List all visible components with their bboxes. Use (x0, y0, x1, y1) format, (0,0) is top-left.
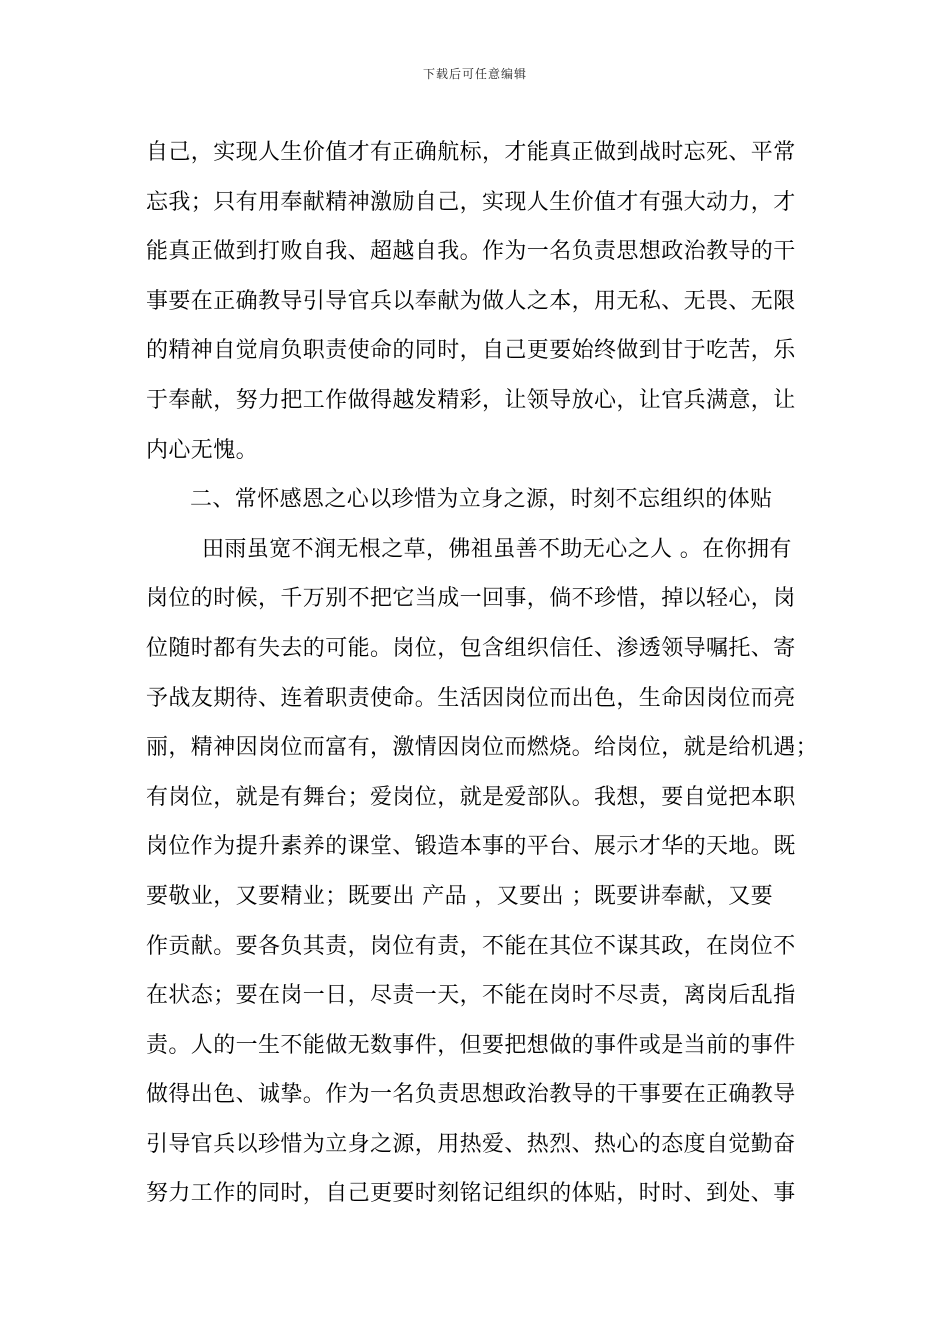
document-body (146, 128, 819, 1219)
body-line: 位随时都有失去的可能。岗位，包含组织信任、渗透领导嘱托、寄 (146, 635, 796, 661)
body-line: 自己，实现人生价值才有正确航标，才能真正做到战时忘死、平常 (146, 140, 796, 165)
body-line: 努力工作的同时，自己更要时刻铭记组织的体贴，时时、到处、事 (146, 1181, 796, 1207)
body-line: 责。人的一生不能做无数事件，但要把想做的事件或是当前的事件 (146, 1032, 796, 1058)
section-heading: 二、常怀感恩之心以珍惜为立身之源，时刻不忘组织的体贴 (190, 487, 773, 513)
body-line: 内心无愧。 (146, 437, 259, 463)
body-line: 做得出色、诚挚。作为一名负责思想政治教导的干事要在正确教导 (146, 1082, 796, 1108)
body-line: 在状态；要在岗一日，尽责一天，不能在岗时不尽责，离岗后乱指 (146, 983, 796, 1009)
body-line: 能真正做到打败自我、超越自我。作为一名负责思想政治教导的干 (146, 239, 796, 265)
body-line: 事要在正确教导引导官兵以奉献为做人之本，用无私、无畏、无限 (146, 288, 796, 314)
body-line: 丽，精神因岗位而富有，激情因岗位而燃烧。给岗位，就是给机遇； (146, 735, 819, 761)
body-line: 于奉献，努力把工作做得越发精彩，让领导放心，让官兵满意，让 (146, 387, 796, 413)
body-line: 岗位作为提升素养的课堂、锻造本事的平台、展示才华的天地。既 (146, 834, 796, 860)
body-line: 引导官兵以珍惜为立身之源，用热爱、热烈、热心的态度自觉勤奋 (146, 1131, 796, 1157)
body-line: 作贡献。要各负其责，岗位有责，不能在其位不谋其政，在岗位不 (146, 933, 796, 959)
body-line: 忘我；只有用奉献精神激励自己，实现人生价值才有强大动力，才 (146, 189, 796, 215)
body-line: 岗位的时候，千万别不把它当成一回事，倘不珍惜，掉以轻心，岗 (146, 586, 796, 612)
body-line: 有岗位，就是有舞台；爱岗位，就是爱部队。我想，要自觉把本职 (146, 784, 796, 810)
body-line: 要敬业，又要精业；既要出 产品 ，又要出 ；既要讲奉献，又要 (146, 883, 773, 909)
page-header-note: 下载后可任意编辑 (422, 67, 527, 81)
body-line: 予战友期待、连着职责使命。生活因岗位而出色，生命因岗位而亮 (146, 685, 796, 711)
body-line: 的精神自觉肩负职责使命的同时，自己更要始终做到甘于吃苦，乐 (146, 338, 796, 364)
paragraph-first-line: 田雨虽宽不润无根之草，佛祖虽善不助无心之人 。在你拥有 (202, 536, 792, 562)
